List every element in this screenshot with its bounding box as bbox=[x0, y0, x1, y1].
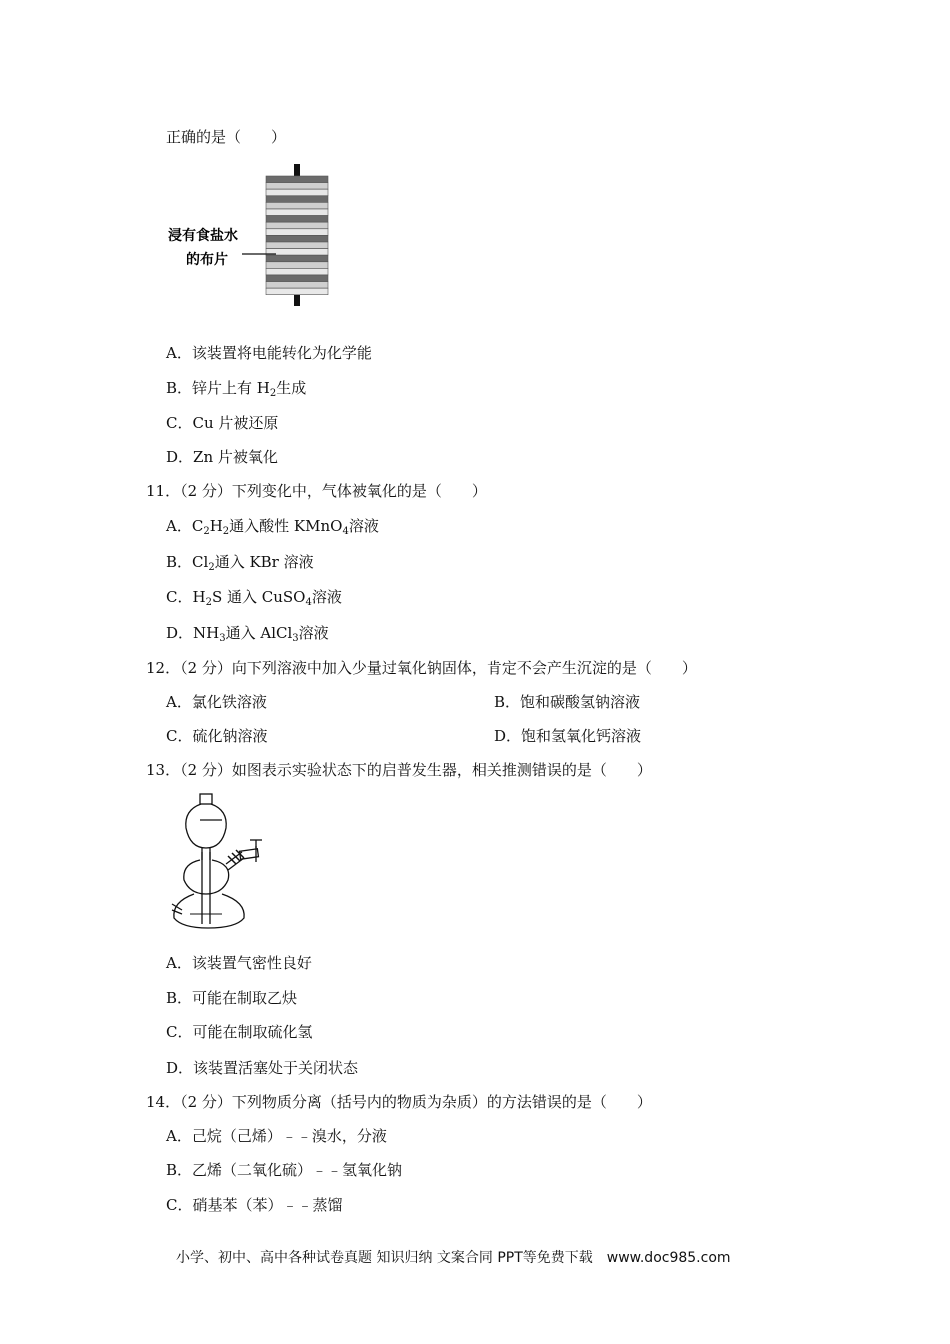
pile-plate bbox=[266, 268, 328, 275]
q10-option-a: A．该装置将电能转化为化学能 bbox=[166, 344, 372, 362]
pile-plate bbox=[266, 209, 328, 216]
q12-option-b: B．饱和碳酸氢钠溶液 bbox=[494, 693, 641, 711]
q13-option-d: D．该装置活塞处于关闭状态 bbox=[166, 1059, 359, 1077]
pile-plate bbox=[266, 202, 328, 209]
kipp-apparatus-figure bbox=[164, 792, 276, 932]
pile-plate bbox=[266, 189, 328, 196]
question-intro: 正确的是（ ） bbox=[166, 128, 287, 146]
q14-option-a: A．己烷（己烯）﹣﹣溴水，分液 bbox=[166, 1127, 387, 1145]
figure1-label-line1: 浸有食盐水 bbox=[168, 227, 238, 243]
q11-option-d: D．$NH_3$通入 AlCl$_3$溶液 bbox=[166, 624, 329, 644]
q13-option-a: A．该装置气密性良好 bbox=[166, 954, 312, 972]
pile-plate bbox=[266, 242, 328, 249]
q10-option-d: D．Zn 片被氧化 bbox=[166, 448, 278, 466]
q11-stem: 11．（2 分）下列变化中，气体被氧化的是（ ） bbox=[146, 482, 487, 500]
pile-plate bbox=[266, 235, 328, 242]
q10-option-c: C．Cu 片被还原 bbox=[166, 414, 279, 432]
q13-stem: 13．（2 分）如图表示实验状态下的启普发生器，相关推测错误的是（ ） bbox=[146, 761, 652, 779]
pile-plate bbox=[266, 255, 328, 262]
q14-stem: 14．（2 分）下列物质分离（括号内的物质为杂质）的方法错误的是（ ） bbox=[146, 1093, 652, 1111]
q12-stem: 12．（2 分）向下列溶液中加入少量过氧化钠固体，肯定不会产生沉淀的是（ ） bbox=[146, 659, 697, 677]
pile-plate bbox=[266, 222, 328, 229]
page-footer: 小学、初中、高中各种试卷真题 知识归纳 文案合同 PPT等免费下载 www.doc985.com bbox=[176, 1250, 731, 1266]
q10-option-b: B．锌片上有 $H_2$生成 bbox=[166, 379, 307, 399]
q12-option-c: C．硫化钠溶液 bbox=[166, 727, 268, 745]
pile-plate bbox=[266, 176, 328, 183]
pile-plate bbox=[266, 262, 328, 269]
q12-option-a: A．氯化铁溶液 bbox=[166, 693, 267, 711]
q11-option-a: A．$C_2H_2$通入酸性 KMnO$_4$溶液 bbox=[166, 517, 379, 537]
pile-plate bbox=[266, 229, 328, 236]
pile-plate bbox=[266, 216, 328, 223]
voltaic-pile-figure bbox=[160, 164, 340, 306]
figure1-label-line2: 的布片 bbox=[186, 251, 228, 267]
pile-plate bbox=[266, 183, 328, 190]
q14-option-c: C．硝基苯（苯）﹣﹣蒸馏 bbox=[166, 1196, 343, 1214]
q11-option-b: B．$Cl_2$通入 KBr 溶液 bbox=[166, 553, 314, 573]
q12-option-d: D．饱和氢氧化钙溶液 bbox=[494, 727, 642, 745]
pile-plate bbox=[266, 282, 328, 289]
q13-option-c: C．可能在制取硫化氢 bbox=[166, 1023, 313, 1041]
q14-option-b: B．乙烯（二氧化硫）﹣﹣氢氧化钠 bbox=[166, 1161, 403, 1179]
q13-option-b: B．可能在制取乙炔 bbox=[166, 989, 298, 1007]
pile-plate bbox=[266, 288, 328, 295]
q11-option-c: C．$H_2S$ 通入 CuSO$_4$溶液 bbox=[166, 588, 342, 608]
pile-plate bbox=[266, 275, 328, 282]
pile-plate bbox=[266, 196, 328, 203]
